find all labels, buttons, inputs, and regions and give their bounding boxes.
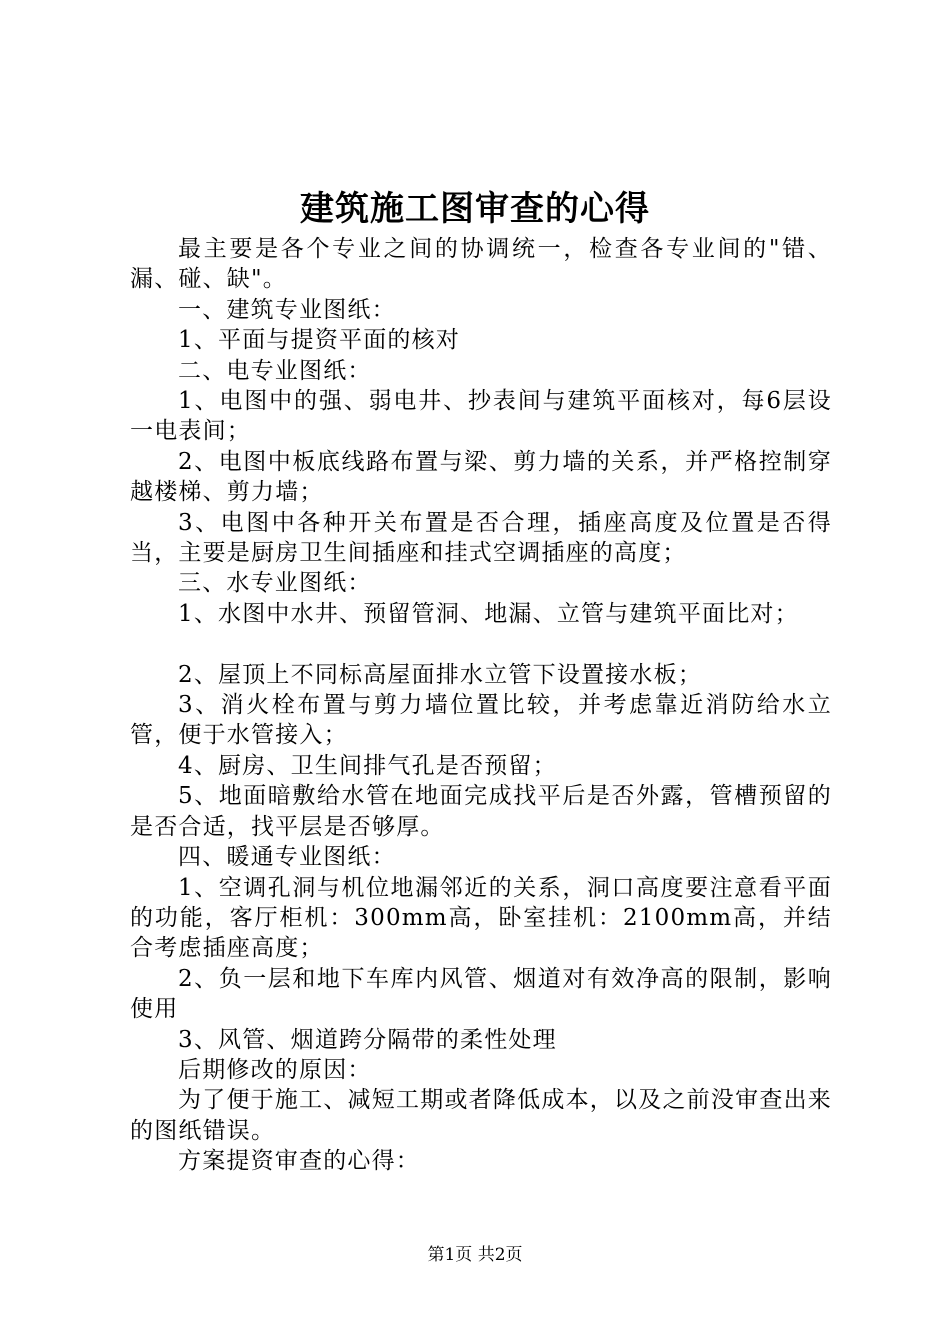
- paragraph-reasons: 为了便于施工、减短工期或者降低成本，以及之前没审查出来的图纸错误。: [130, 1087, 832, 1144]
- list-item: 1、空调孔洞与机位地漏邻近的关系，洞口高度要注意看平面的功能，客厅柜机：300mm高，卧室挂机：2100mm高，并结合考虑插座高度；: [130, 874, 832, 962]
- section-heading-plumbing: 三、水专业图纸：: [178, 570, 372, 597]
- list-item: 1、平面与提资平面的核对: [178, 327, 461, 354]
- document-title: 建筑施工图审查的心得: [300, 189, 650, 229]
- section-heading-proposal-review: 方案提资审查的心得：: [178, 1148, 420, 1175]
- list-item: 5、地面暗敷给水管在地面完成找平后是否外露，管槽预留的是否合适，找平层是否够厚。: [130, 783, 832, 840]
- list-item: 4、厨房、卫生间排气孔是否预留；: [178, 752, 557, 779]
- section-heading-hvac: 四、暖通专业图纸：: [178, 844, 396, 871]
- list-item: 2、电图中板底线路布置与梁、剪力墙的关系，并严格控制穿越楼梯、剪力墙；: [130, 448, 832, 506]
- list-item: 3、电图中各种开关布置是否合理，插座高度及位置是否得当，主要是厨房卫生间插座和挂式空调插座的高度；: [130, 509, 832, 567]
- list-item: 1、电图中的强、弱电井、抄表间与建筑平面核对，每6层设一电表间；: [130, 388, 832, 445]
- list-item: 3、风管、烟道跨分隔带的柔性处理: [178, 1026, 557, 1053]
- list-item: 1、水图中水井、预留管洞、地漏、立管与建筑平面比对；: [178, 600, 799, 627]
- list-item: 3、消火栓布置与剪力墙位置比较，并考虑靠近消防给水立管，便于水管接入；: [130, 692, 832, 749]
- list-item: 2、屋顶上不同标高屋面排水立管下设置接水板；: [178, 661, 703, 688]
- document-body: [130, 234, 832, 1177]
- section-heading-electrical: 二、电专业图纸：: [178, 357, 372, 384]
- paragraph-intro: 最主要是各个专业之间的协调统一，检查各专业间的"错、漏、碰、缺"。: [130, 236, 832, 293]
- section-heading-later-changes: 后期修改的原因：: [178, 1056, 372, 1083]
- list-item: 2、负一层和地下车库内风管、烟道对有效净高的限制，影响使用: [130, 965, 832, 1023]
- page-footer: 第1页 共2页: [427, 1245, 523, 1265]
- section-heading-architecture: 一、建筑专业图纸：: [178, 296, 396, 323]
